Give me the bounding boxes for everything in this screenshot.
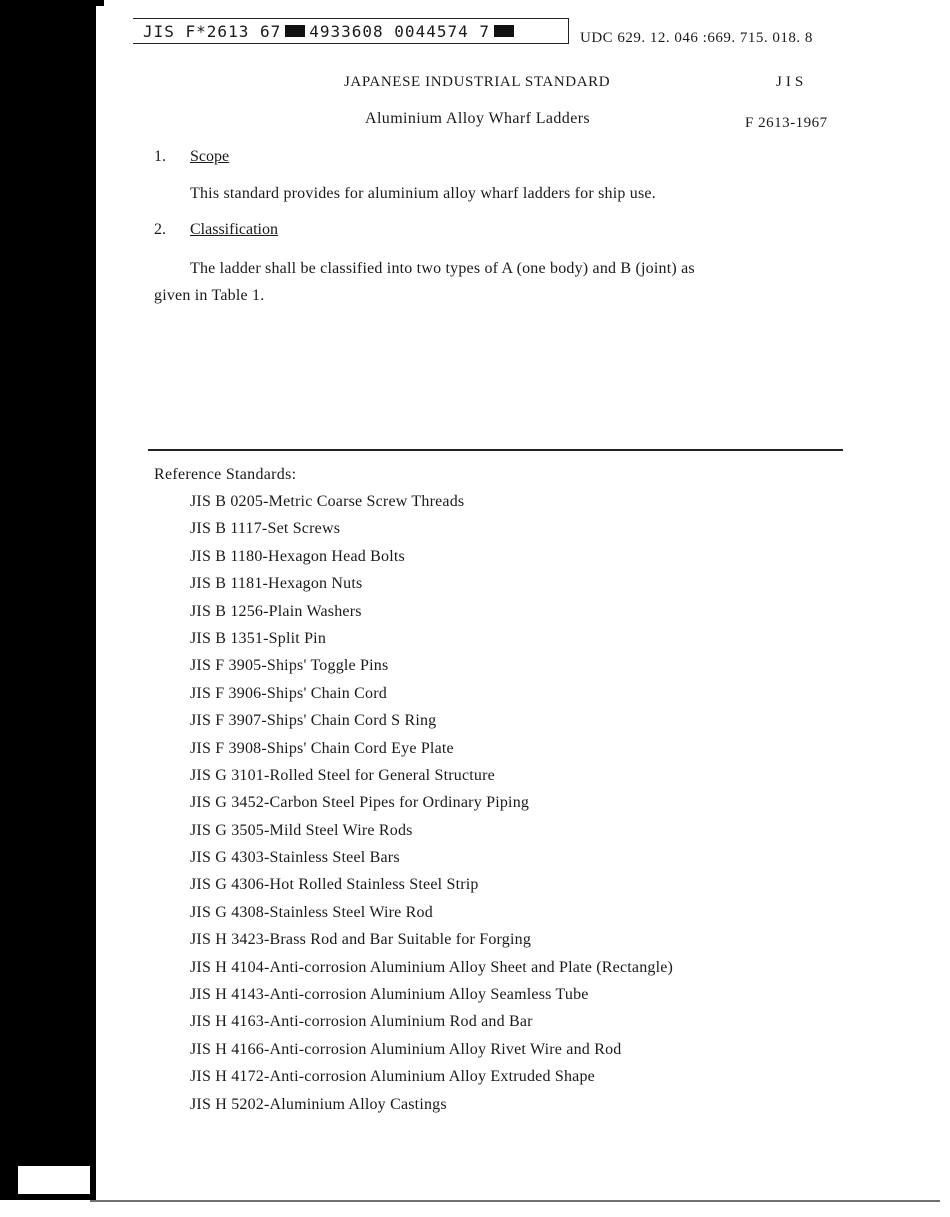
reference-item: JIS H 4172-Anti-corrosion Aluminium Alloy Extruded Shape — [190, 1068, 595, 1086]
jis-mark: JIS — [776, 74, 808, 90]
reference-item: JIS H 5202-Aluminium Alloy Castings — [190, 1095, 447, 1113]
scan-border-left — [0, 0, 96, 1200]
barcode-digits: 4933608 0044574 7 — [309, 21, 490, 41]
barcode-prefix: JIS F*2613 67 — [143, 21, 282, 41]
reference-item: JIS G 4303-Stainless Steel Bars — [190, 849, 400, 867]
reference-item: JIS F 3907-Ships' Chain Cord S Ring — [190, 712, 437, 730]
reference-item: JIS B 0205-Metric Coarse Screw Threads — [190, 493, 465, 510]
scan-border-top — [96, 0, 104, 6]
barcode-block-icon — [285, 25, 305, 37]
section-heading: Scope — [190, 148, 230, 165]
classification-text-line1: The ladder shall be classified into two types of A (one body) and B (joint) as — [190, 260, 695, 277]
section-number: 1. — [154, 148, 166, 165]
reference-item: JIS H 3423-Brass Rod and Bar Suitable for Forging — [190, 931, 532, 949]
classification-text-line2: given in Table 1. — [154, 287, 265, 304]
reference-item: JIS B 1180-Hexagon Head Bolts — [190, 547, 405, 565]
reference-list — [190, 493, 673, 1123]
standard-name: JAPANESE INDUSTRIAL STANDARD — [344, 74, 611, 90]
reference-item: JIS B 1117-Set Screws — [190, 520, 341, 538]
udc-code: UDC 629. 12. 046 :669. 715. 018. 8 — [580, 30, 813, 46]
reference-item: JIS H 4143-Anti-corrosion Aluminium Alloy Seamless Tube — [190, 986, 589, 1004]
reference-item: JIS G 3452-Carbon Steel Pipes for Ordinary Piping — [190, 794, 530, 812]
reference-item: JIS H 4104-Anti-corrosion Aluminium Alloy Sheet and Plate (Rectangle) — [190, 958, 674, 976]
reference-item: JIS G 4308-Stainless Steel Wire Rod — [190, 903, 433, 921]
reference-item: JIS H 4166-Anti-corrosion Aluminium Alloy Rivet Wire and Rod — [190, 1040, 622, 1058]
reference-heading: Reference Standards: — [154, 466, 297, 483]
scope-text: This standard provides for aluminium alloy wharf ladders for ship use. — [190, 185, 656, 202]
document-number: F 2613-1967 — [745, 115, 828, 131]
reference-item: JIS F 3908-Ships' Chain Cord Eye Plate — [190, 739, 454, 757]
scan-bottom-edge — [90, 1200, 940, 1202]
section-number: 2. — [154, 221, 166, 238]
reference-item: JIS H 4163-Anti-corrosion Aluminium Rod and Bar — [190, 1013, 533, 1031]
document-title: Aluminium Alloy Wharf Ladders — [365, 110, 591, 127]
barcode-strip — [133, 18, 569, 44]
reference-item: JIS G 4306-Hot Rolled Stainless Steel Strip — [190, 876, 479, 894]
reference-item: JIS F 3906-Ships' Chain Cord — [190, 684, 387, 702]
scan-notch — [18, 1166, 90, 1194]
reference-item: JIS F 3905-Ships' Toggle Pins — [190, 657, 389, 675]
section-heading: Classification — [190, 221, 278, 238]
reference-item: JIS B 1351-Split Pin — [190, 629, 327, 647]
barcode-block-icon — [494, 25, 514, 37]
reference-item: JIS G 3505-Mild Steel Wire Rods — [190, 821, 413, 839]
footnote-divider — [148, 449, 843, 451]
reference-item: JIS G 3101-Rolled Steel for General Structure — [190, 766, 495, 784]
reference-item: JIS B 1181-Hexagon Nuts — [190, 575, 363, 593]
reference-item: JIS B 1256-Plain Washers — [190, 602, 362, 620]
